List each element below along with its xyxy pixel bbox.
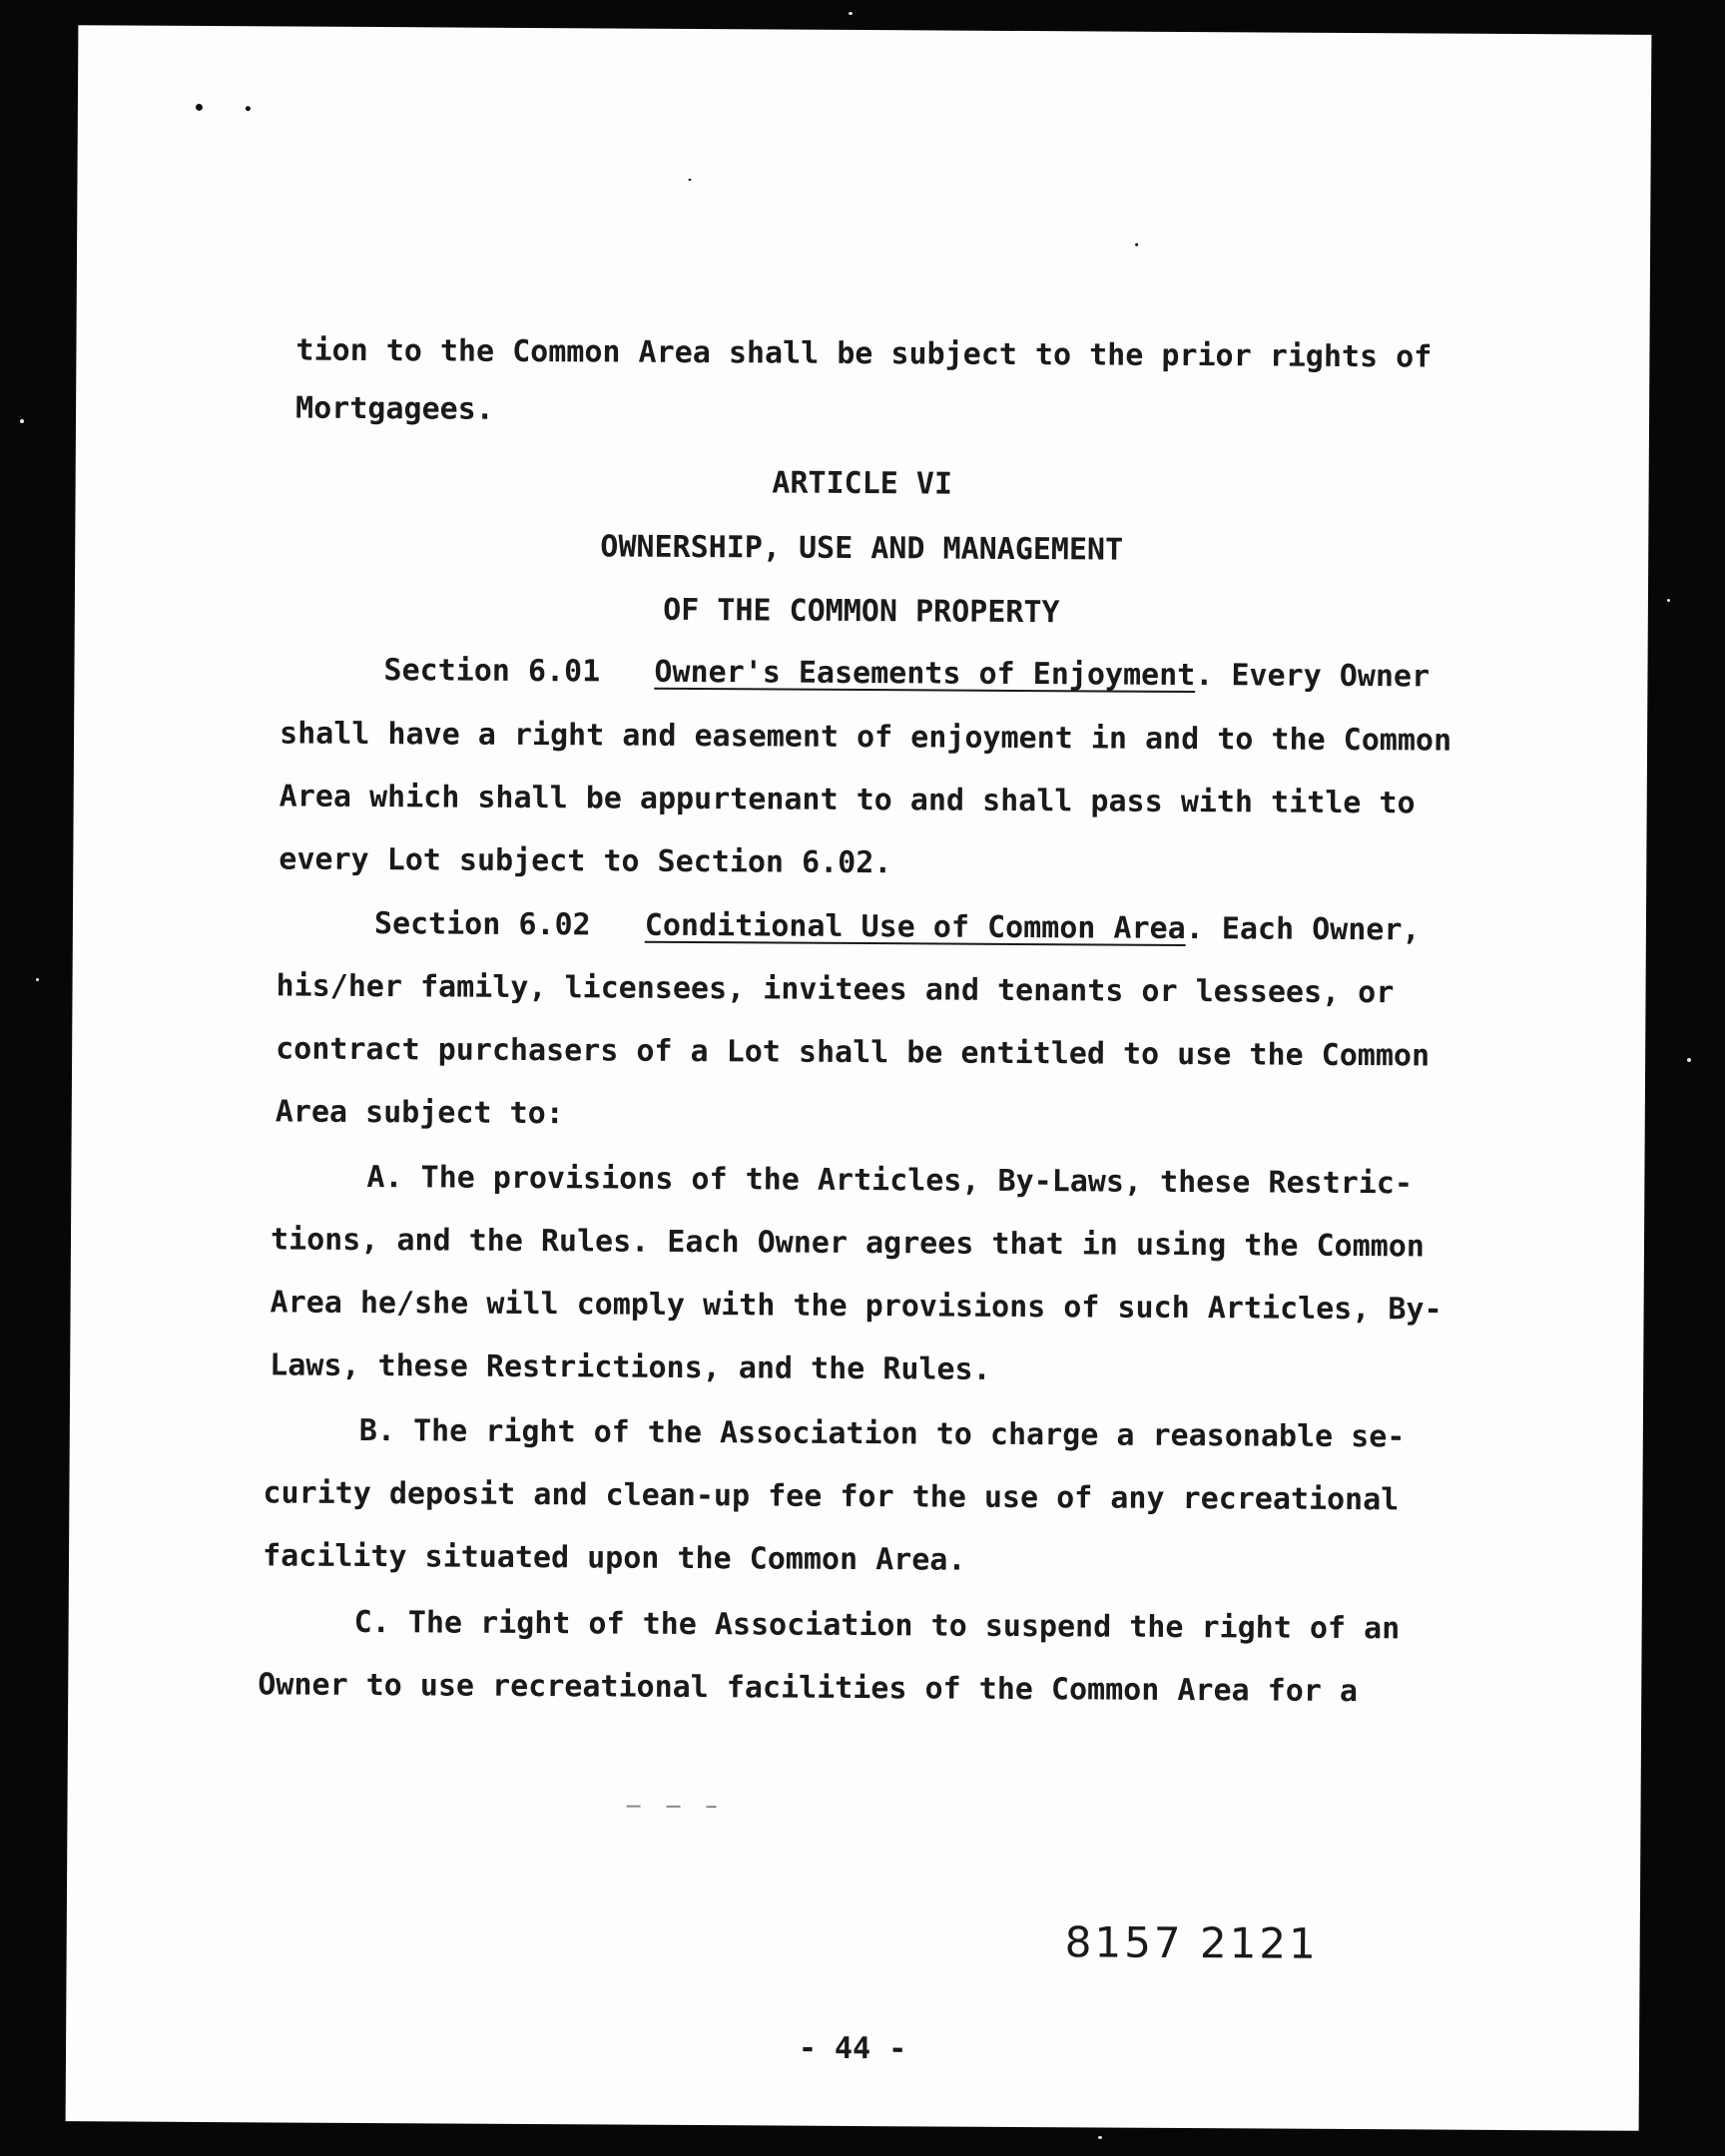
body-line: his/her family, licensees, invitees and tenants or lessees, or: [276, 968, 1395, 1011]
article-title-line2: OF THE COMMON PROPERTY: [663, 592, 1060, 631]
scan-speck: [36, 978, 39, 981]
body-line: shall have a right and easement of enjoyment in and to the Common: [279, 716, 1452, 759]
body-line: Area which shall be appurtenant to and shall pass with title to: [279, 779, 1416, 821]
section-602-heading: Conditional Use of Common Area: [644, 907, 1186, 946]
scan-speck: [667, 1806, 681, 1808]
scan-speck: [1667, 599, 1670, 602]
document-page: [66, 25, 1652, 2131]
stamp-number: 8157 2121: [1064, 1917, 1319, 1968]
section-601-heading: Owner's Easements of Enjoyment: [654, 654, 1196, 694]
article-title-line1: OWNERSHIP, USE AND MANAGEMENT: [600, 529, 1124, 568]
scan-speck: [688, 179, 691, 181]
body-line: tion to the Common Area shall be subject to the prior rights of: [295, 332, 1433, 375]
section-601-label: Section 6.01: [383, 653, 601, 690]
page-number: - 44 -: [798, 2030, 907, 2067]
scan-speck: [627, 1806, 641, 1808]
body-line: contract purchasers of a Lot shall be entitled to use the Common: [276, 1031, 1431, 1074]
section-602-first-line: [373, 906, 1421, 948]
item-c-first-line: C. The right of the Association to suspend the right of an: [353, 1604, 1401, 1647]
section-601-first-line: [383, 653, 1431, 695]
body-line: every Lot subject to Section 6.02.: [279, 841, 892, 881]
body-line: Area subject to:: [275, 1094, 564, 1132]
body-line: Owner to use recreational facilities of the Common Area for a: [258, 1667, 1359, 1710]
scan-speck: [1135, 244, 1138, 247]
article-number: ARTICLE VI: [772, 465, 953, 502]
body-line: Laws, these Restrictions, and the Rules.: [270, 1348, 991, 1387]
body-line: tions, and the Rules. Each Owner agrees that in using the Common: [270, 1222, 1426, 1265]
scan-speck: [1687, 1058, 1691, 1062]
item-a-first-line: A. The provisions of the Articles, By-Laws, these Restric-: [366, 1159, 1414, 1202]
item-b-first-line: B. The right of the Association to charge a reasonable se-: [358, 1412, 1406, 1455]
scan-speck: [707, 1806, 717, 1808]
scan-speck: [20, 419, 24, 423]
body-line: facility situated upon the Common Area.: [262, 1538, 966, 1578]
body-line: Area he/she will comply with the provisions of such Articles, By-: [270, 1285, 1442, 1328]
scan-speck: [1098, 2136, 1102, 2139]
section-602-label: Section 6.02: [373, 906, 591, 943]
scan-speck: [849, 12, 853, 15]
scan-speck: [246, 106, 251, 111]
section-602-first-line-rest: . Each Owner,: [1185, 910, 1421, 948]
section-601-first-line-rest: . Every Owner: [1195, 658, 1431, 695]
scan-speck: [196, 104, 203, 111]
body-line: curity deposit and clean-up fee for the use of any recreational: [263, 1475, 1400, 1518]
body-line: Mortgagees.: [294, 390, 494, 427]
